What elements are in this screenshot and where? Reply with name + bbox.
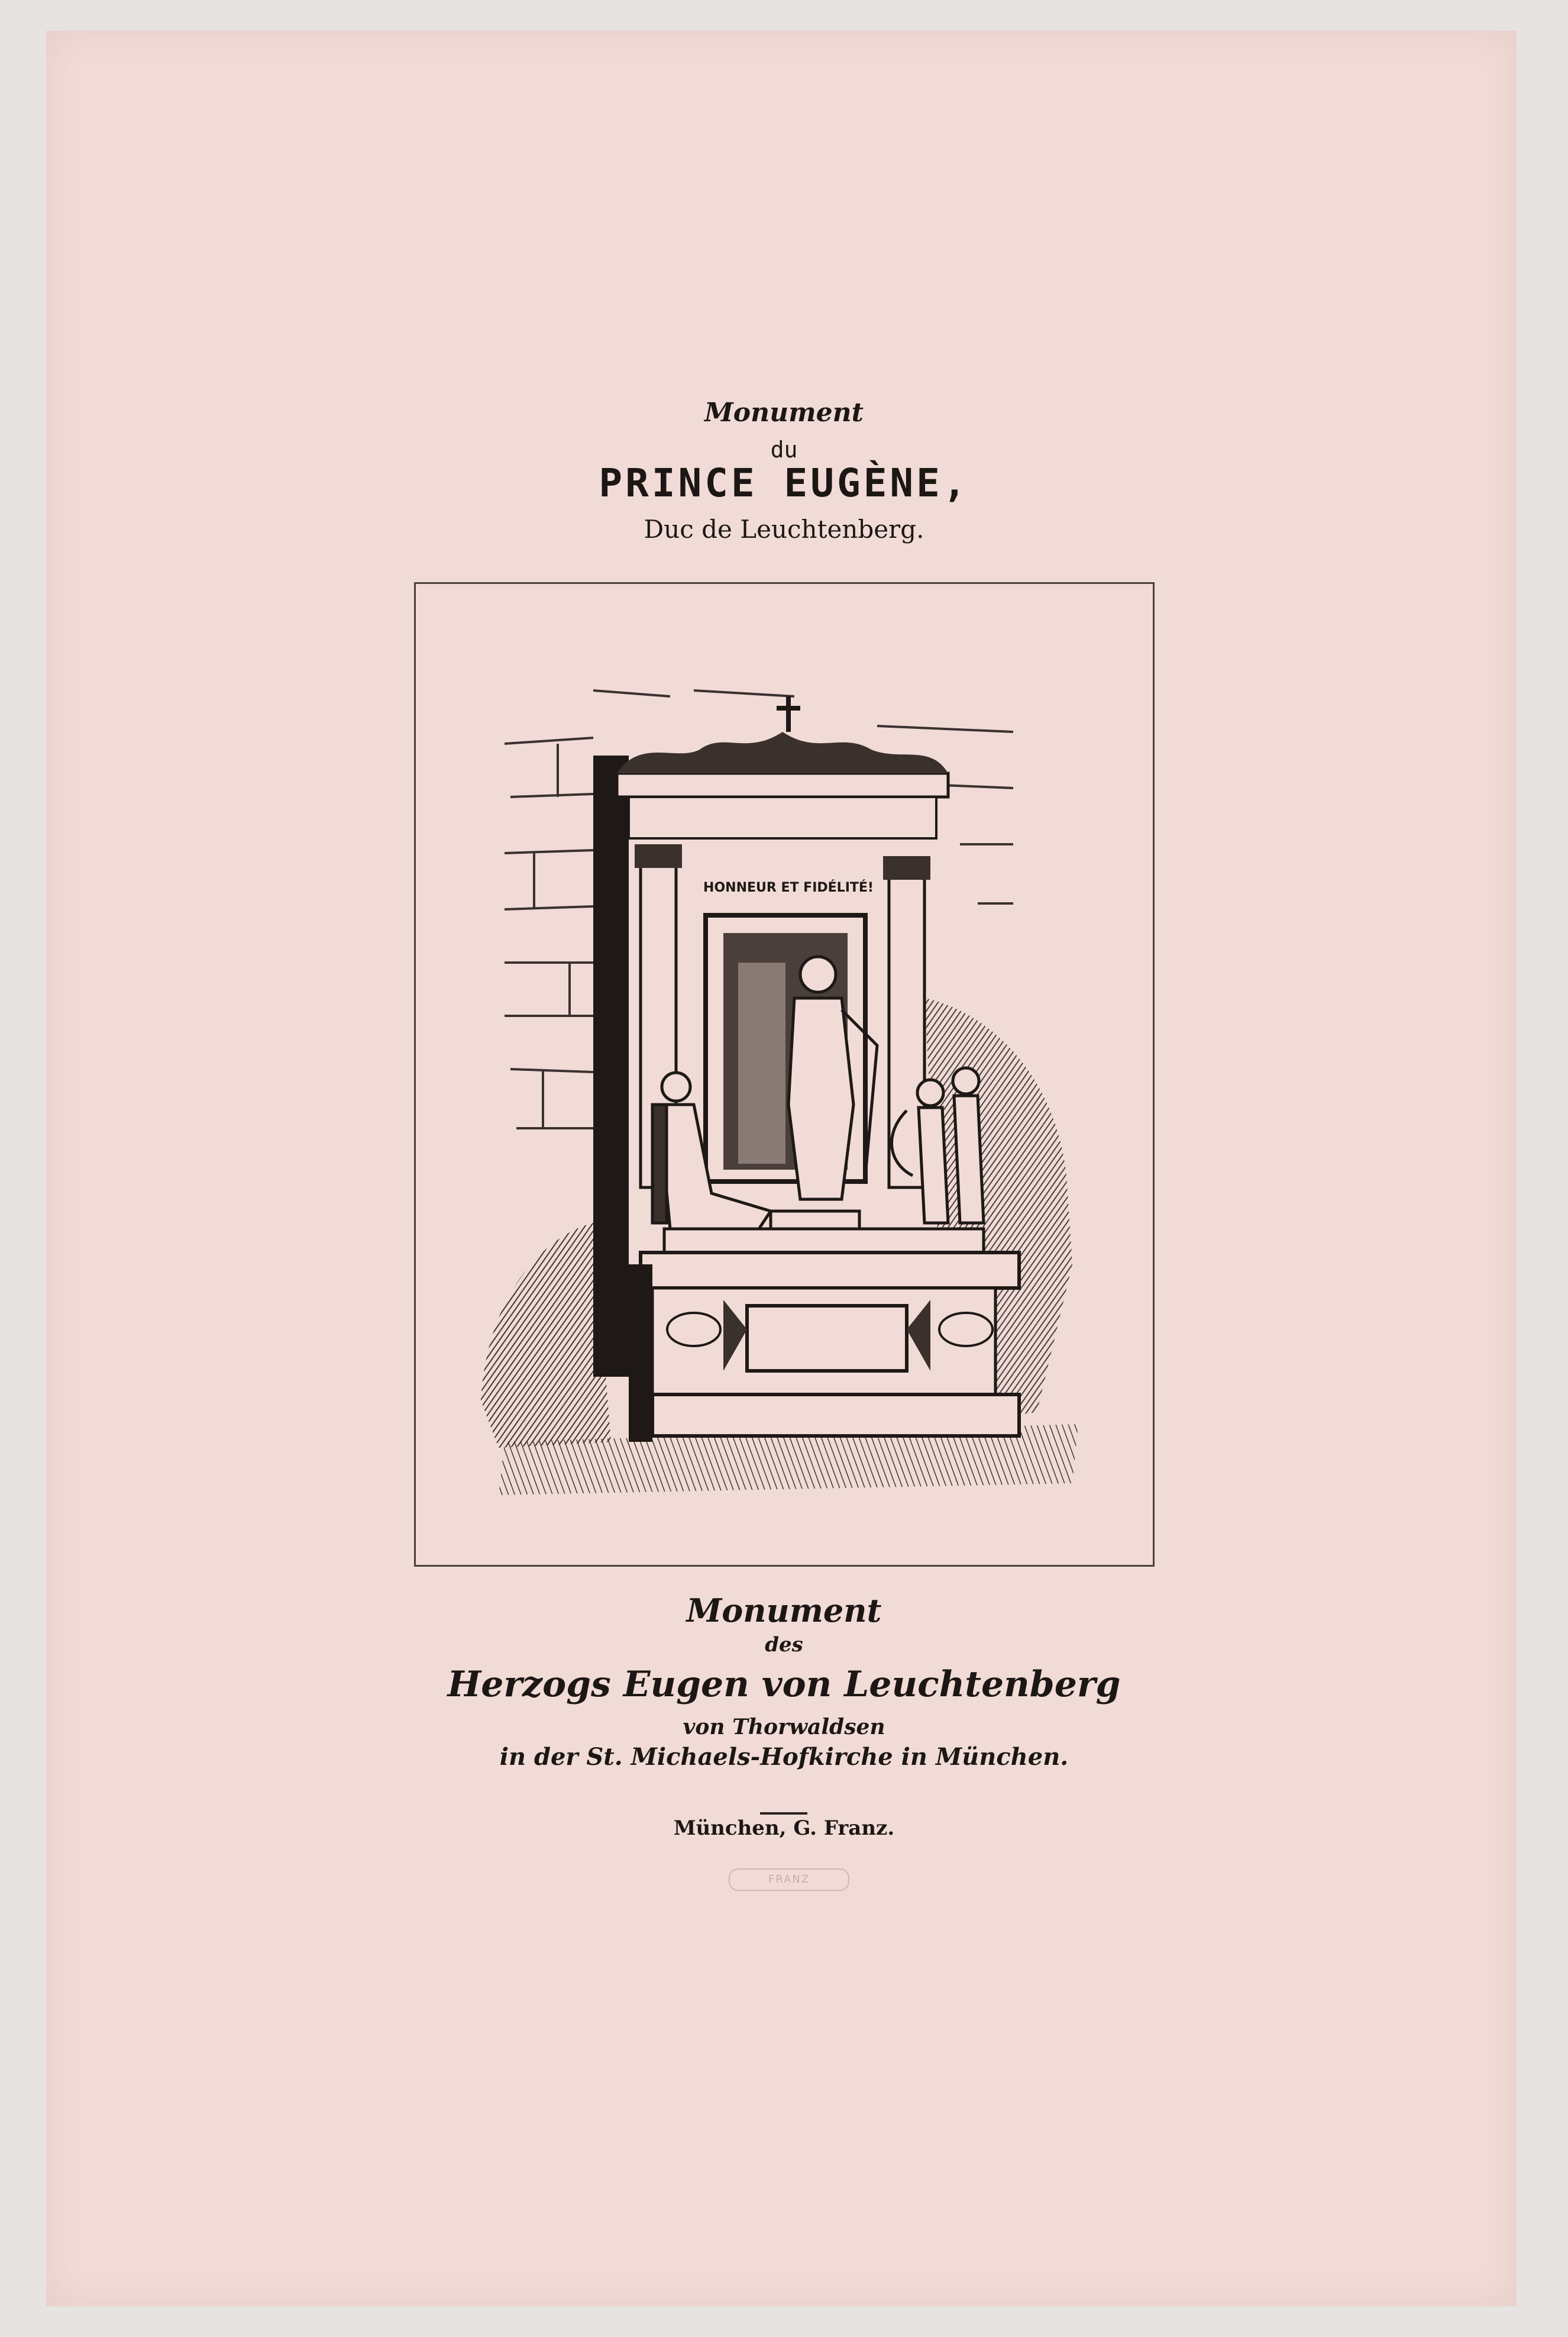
heading-monument: Monument [704,398,864,428]
caption-thorwaldsen: von Thorwaldsen [683,1715,885,1739]
blind-stamp: FRANZ [729,1868,849,1891]
publisher-line: München, G. Franz. [673,1816,895,1840]
caption-monument: Monument [686,1592,882,1629]
heading-du: du [770,437,798,463]
caption-herzogs: Herzogs Eugen von Leuchtenberg [447,1664,1121,1705]
caption-des: des [765,1633,803,1657]
divider-rule [760,1812,807,1815]
engraving-plate [414,582,1155,1567]
heading-prince-eugene: PRINCE EUGÈNE, [599,460,969,506]
heading-duc: Duc de Leuchtenberg. [644,515,924,544]
monument-engraving [416,584,1153,1565]
monument-inscription: HONNEUR ET FIDÉLITÉ! [703,880,874,895]
caption-church: in der St. Michaels-Hofkirche in München. [499,1743,1069,1771]
